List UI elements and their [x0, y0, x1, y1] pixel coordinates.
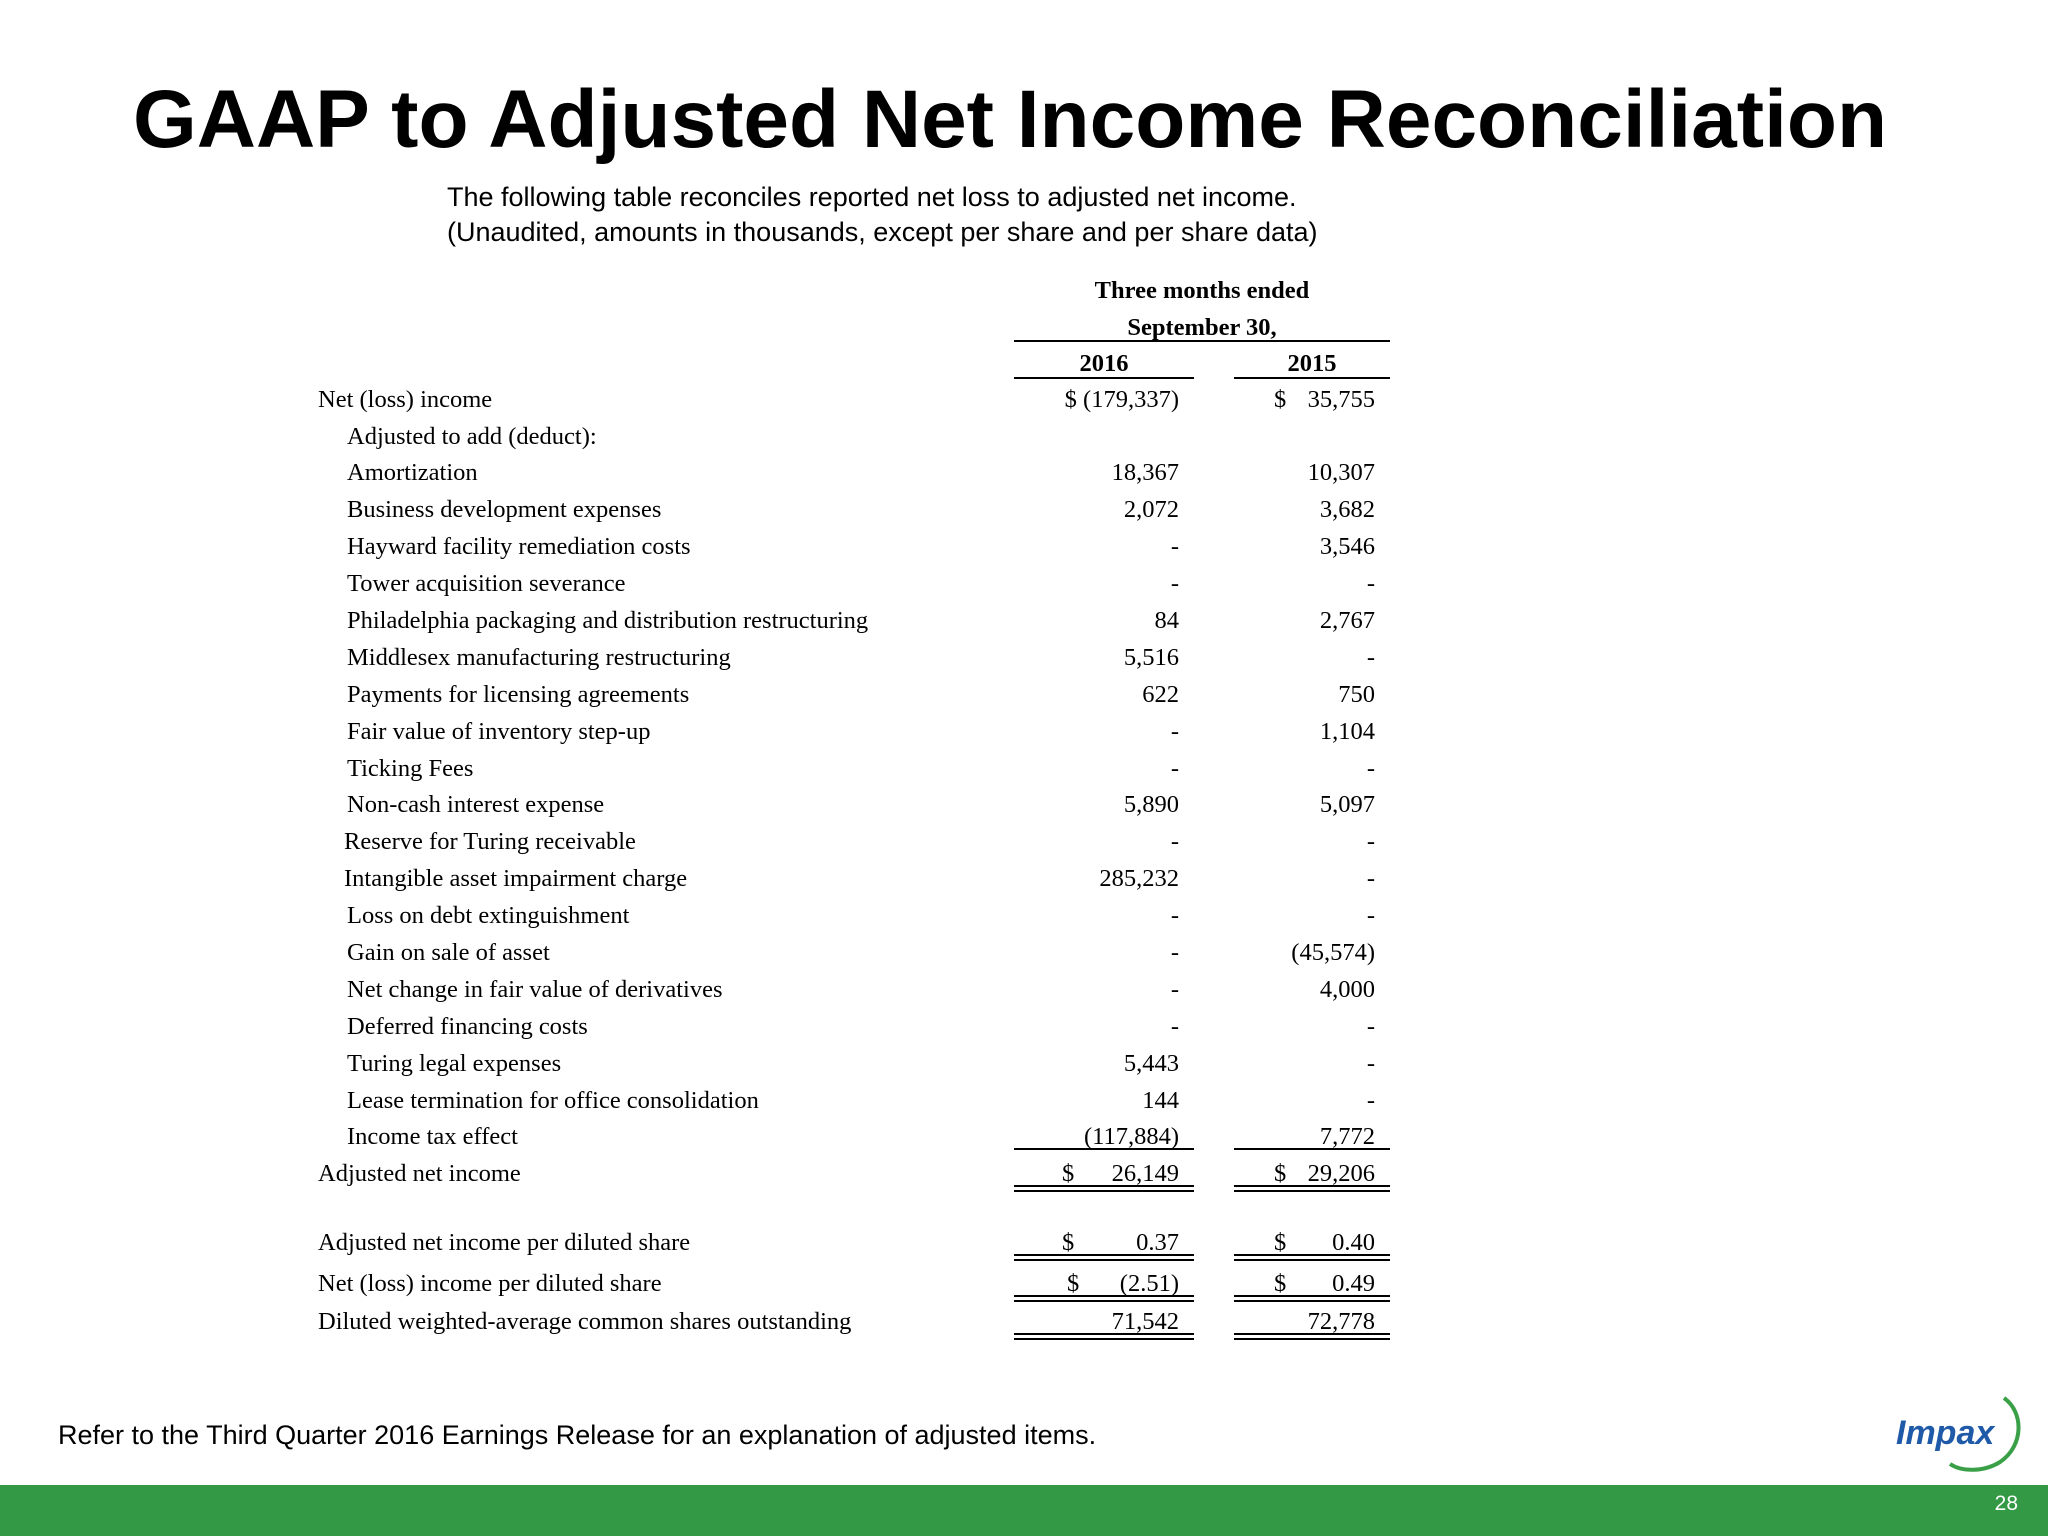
double-rule-2016 — [1014, 1254, 1194, 1256]
footnote: Refer to the Third Quarter 2016 Earnings Release for an explanation of adjusted items. — [58, 1420, 1097, 1450]
dollar-sign: $ — [1064, 386, 1077, 413]
double-rule-2015 — [1234, 1254, 1390, 1256]
row-label: Ticking Fees — [347, 755, 474, 782]
table-row — [0, 972, 2048, 1008]
cell-2016: 5,443 — [1123, 1050, 1179, 1077]
cell-2015: 29,206 — [1307, 1160, 1375, 1187]
cell-2016: - — [1170, 976, 1179, 1003]
table-row — [0, 1009, 2048, 1045]
table-row — [0, 824, 2048, 860]
table-row — [0, 714, 2048, 750]
row-label: Gain on sale of asset — [347, 939, 550, 966]
dollar-sign: $ — [1274, 1229, 1287, 1256]
double-rule-2015 — [1234, 1333, 1390, 1335]
cell-2015: 0.40 — [1332, 1229, 1375, 1256]
double-rule-2016 — [1014, 1259, 1194, 1261]
cell-2016: (117,884) — [1083, 1123, 1179, 1150]
dollar-sign: $ — [1062, 1160, 1075, 1187]
cell-2016: 2,072 — [1123, 496, 1179, 523]
double-rule-2016 — [1014, 1190, 1194, 1192]
subtitle-line-1: The following table reconciles reported net loss to adjusted net income. — [447, 182, 1297, 212]
slide-title: GAAP to Adjusted Net Income Reconciliation — [132, 74, 1888, 165]
row-label: Deferred financing costs — [347, 1013, 588, 1040]
dollar-sign: $ — [1067, 1270, 1080, 1297]
cell-2015: 10,307 — [1307, 459, 1375, 486]
cell-2016: - — [1170, 939, 1179, 966]
row-label: Intangible asset impairment charge — [344, 865, 688, 892]
double-rule-2015 — [1234, 1300, 1390, 1302]
table-row — [0, 566, 2048, 602]
cell-2015: 35,755 — [1307, 386, 1375, 413]
cell-2016: 0.37 — [1136, 1229, 1179, 1256]
cell-2015: - — [1366, 644, 1375, 671]
cell-2015: - — [1366, 902, 1375, 929]
row-label: Philadelphia packaging and distribution restructuring — [347, 607, 869, 634]
row-label: Non-cash interest expense — [347, 791, 605, 818]
table-row — [0, 382, 2048, 418]
cell-2016: (2.51) — [1119, 1270, 1179, 1297]
cell-2015: - — [1366, 755, 1375, 782]
row-label: Net (loss) income — [318, 386, 493, 413]
table-row — [0, 529, 2048, 565]
cell-2015: 72,778 — [1307, 1308, 1375, 1335]
cell-2016: 5,890 — [1123, 791, 1179, 818]
cell-2015: 3,546 — [1319, 533, 1375, 560]
dollar-sign: $ — [1062, 1229, 1075, 1256]
cell-2015: 3,682 — [1319, 496, 1375, 523]
cell-2015: - — [1366, 1013, 1375, 1040]
cell-2016: - — [1170, 533, 1179, 560]
row-label: Middlesex manufacturing restructuring — [347, 644, 731, 671]
cell-2016: 5,516 — [1123, 644, 1179, 671]
cell-2015: - — [1366, 1087, 1375, 1114]
cell-2015: - — [1366, 828, 1375, 855]
dollar-sign: $ — [1274, 1270, 1287, 1297]
subtotal-rule-2016 — [1014, 1148, 1194, 1150]
table-row — [0, 935, 2048, 971]
row-label: Tower acquisition severance — [347, 570, 626, 597]
subtotal-rule-2015 — [1234, 1148, 1390, 1150]
column-header-2016: 2016 — [1079, 350, 1129, 377]
cell-2015: 7,772 — [1319, 1123, 1375, 1150]
value-2016: (179,337) — [1083, 386, 1179, 413]
cell-2016: - — [1170, 570, 1179, 597]
table-row — [0, 677, 2048, 713]
cell-2016: 84 — [1154, 607, 1179, 634]
double-rule-2016 — [1014, 1185, 1194, 1187]
cell-2016: 144 — [1142, 1087, 1179, 1114]
column-header-rule-2015 — [1234, 377, 1390, 379]
double-rule-2016 — [1014, 1333, 1194, 1335]
cell-2016: - — [1170, 1013, 1179, 1040]
row-label: Reserve for Turing receivable — [344, 828, 636, 855]
cell-2016: 71,542 — [1111, 1308, 1179, 1335]
column-header-2015: 2015 — [1287, 350, 1337, 377]
cell-2015: 4,000 — [1319, 976, 1375, 1003]
row-label: Business development expenses — [347, 496, 662, 523]
row-label: Adjusted net income — [318, 1160, 521, 1187]
row-label: Adjusted net income per diluted share — [318, 1229, 691, 1256]
row-label: Diluted weighted-average common shares outstanding — [318, 1308, 852, 1335]
table-row — [0, 640, 2048, 676]
page-number: 28 — [1994, 1492, 2018, 1515]
table-row — [0, 861, 2048, 897]
double-rule-2015 — [1234, 1185, 1390, 1187]
cell-2015: - — [1366, 865, 1375, 892]
double-rule-2015 — [1234, 1295, 1390, 1297]
period-header-line-2: September 30, — [1127, 314, 1277, 341]
cell-2016: - — [1170, 718, 1179, 745]
row-label: Net (loss) income per diluted share — [318, 1270, 662, 1297]
table-row — [0, 787, 2048, 823]
cell-2016: - — [1170, 755, 1179, 782]
footer-bar — [0, 1485, 2048, 1536]
row-label: Net change in fair value of derivatives — [347, 976, 723, 1003]
row-label: Hayward facility remediation costs — [347, 533, 691, 560]
table-row — [0, 751, 2048, 787]
dollar-sign: $ — [1274, 386, 1287, 413]
period-header-rule — [1014, 340, 1390, 342]
row-label: Turing legal expenses — [347, 1050, 562, 1077]
subtitle-line-2: (Unaudited, amounts in thousands, except per share and per share data) — [447, 217, 1318, 247]
logo-wordmark: Impax — [1896, 1414, 1995, 1452]
row-label: Fair value of inventory step-up — [347, 718, 651, 745]
row-label: Amortization — [347, 459, 478, 486]
impax-logo-graphic — [1892, 1388, 2022, 1478]
table-row — [0, 455, 2048, 491]
cell-2016: 622 — [1142, 681, 1179, 708]
column-header-rule-2016 — [1014, 377, 1194, 379]
table-row — [0, 898, 2048, 934]
cell-2015: 750 — [1338, 681, 1375, 708]
cell-2015: 2,767 — [1319, 607, 1375, 634]
period-header-line-1: Three months ended — [1094, 277, 1310, 304]
cell-2016: 18,367 — [1111, 459, 1179, 486]
table-row — [0, 603, 2048, 639]
cell-2016: - — [1170, 828, 1179, 855]
row-label: Payments for licensing agreements — [347, 681, 690, 708]
table-row — [0, 419, 2048, 455]
double-rule-2016 — [1014, 1338, 1194, 1340]
row-label: Loss on debt extinguishment — [347, 902, 630, 929]
cell-2015: - — [1366, 570, 1375, 597]
cell-2016: 285,232 — [1099, 865, 1179, 892]
table-row — [0, 1046, 2048, 1082]
row-label: Lease termination for office consolidation — [347, 1087, 759, 1114]
row-label: Income tax effect — [347, 1123, 518, 1150]
table-row — [0, 492, 2048, 528]
cell-2015: (45,574) — [1291, 939, 1375, 966]
double-rule-2015 — [1234, 1259, 1390, 1261]
cell-2016: 26,149 — [1111, 1160, 1179, 1187]
cell-2015: 5,097 — [1319, 791, 1375, 818]
cell-2016 — [1014, 384, 1179, 416]
cell-2015: - — [1366, 1050, 1375, 1077]
double-rule-2015 — [1234, 1338, 1390, 1340]
impax-logo — [1892, 1388, 2022, 1478]
table-row — [0, 1083, 2048, 1119]
cell-2015: 1,104 — [1319, 718, 1375, 745]
double-rule-2015 — [1234, 1190, 1390, 1192]
cell-2015: 0.49 — [1332, 1270, 1375, 1297]
dollar-sign: $ — [1274, 1160, 1287, 1187]
double-rule-2016 — [1014, 1300, 1194, 1302]
double-rule-2016 — [1014, 1295, 1194, 1297]
row-label: Adjusted to add (deduct): — [347, 423, 597, 450]
cell-2016: - — [1170, 902, 1179, 929]
